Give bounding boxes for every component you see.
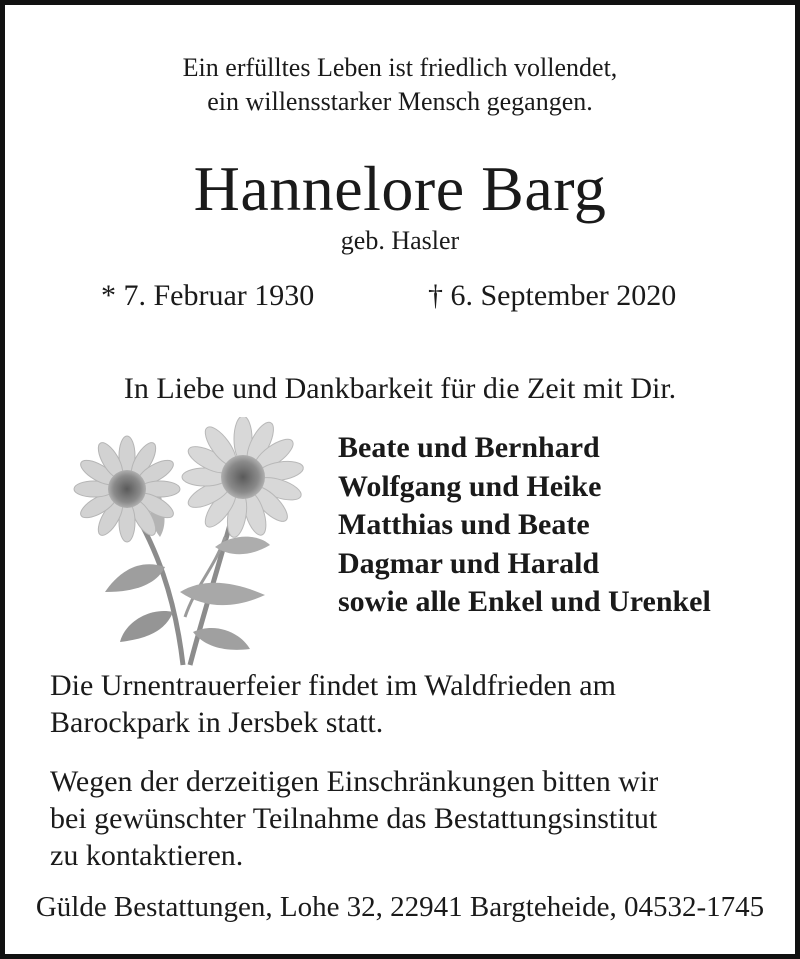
mourner-line: Matthias und Beate [338,508,590,541]
ceremony-paragraph [50,667,616,741]
notice-line-1: Wegen der derzeitigen Einschränkungen bitten wir [50,765,659,798]
mourner-line: sowie alle Enkel und Urenkel [338,585,711,618]
death-date: † 6. September 2020 [428,279,677,312]
birth-date: * 7. Februar 1930 [101,279,315,312]
maiden-name: geb. Hasler [340,226,460,255]
mourner-line: Beate und Bernhard [338,431,600,464]
memorial-quote [5,51,795,119]
notice-line-3: zu kontaktieren. [50,839,244,872]
gratitude-line: In Liebe und Dankbarkeit für die Zeit mit Dir. [123,372,677,405]
quote-line-1: Ein erfülltes Leben ist friedlich vollendet, [182,53,618,82]
notice-line-2: bei gewünschter Teilnahme das Bestattungsinstitut [50,802,658,835]
mourners-list [338,429,711,622]
quote-line-2: ein willensstarker Mensch gegangen. [207,87,593,116]
funeral-home-contact: Gülde Bestattungen, Lohe 32, 22941 Bargteheide, 04532-1745 [35,891,765,923]
ceremony-line-1: Die Urnentrauerfeier findet im Waldfrieden am [50,669,616,702]
notice-paragraph [50,763,658,874]
sunflowers-svg [65,417,315,667]
mourner-line: Dagmar und Harald [338,546,600,580]
sunflowers-illustration-icon [65,417,315,667]
mourner-line: Wolfgang und Heike [338,469,602,503]
ceremony-line-2: Barockpark in Jersbek statt. [50,706,384,739]
deceased-name: Hannelore Barg [193,153,607,224]
